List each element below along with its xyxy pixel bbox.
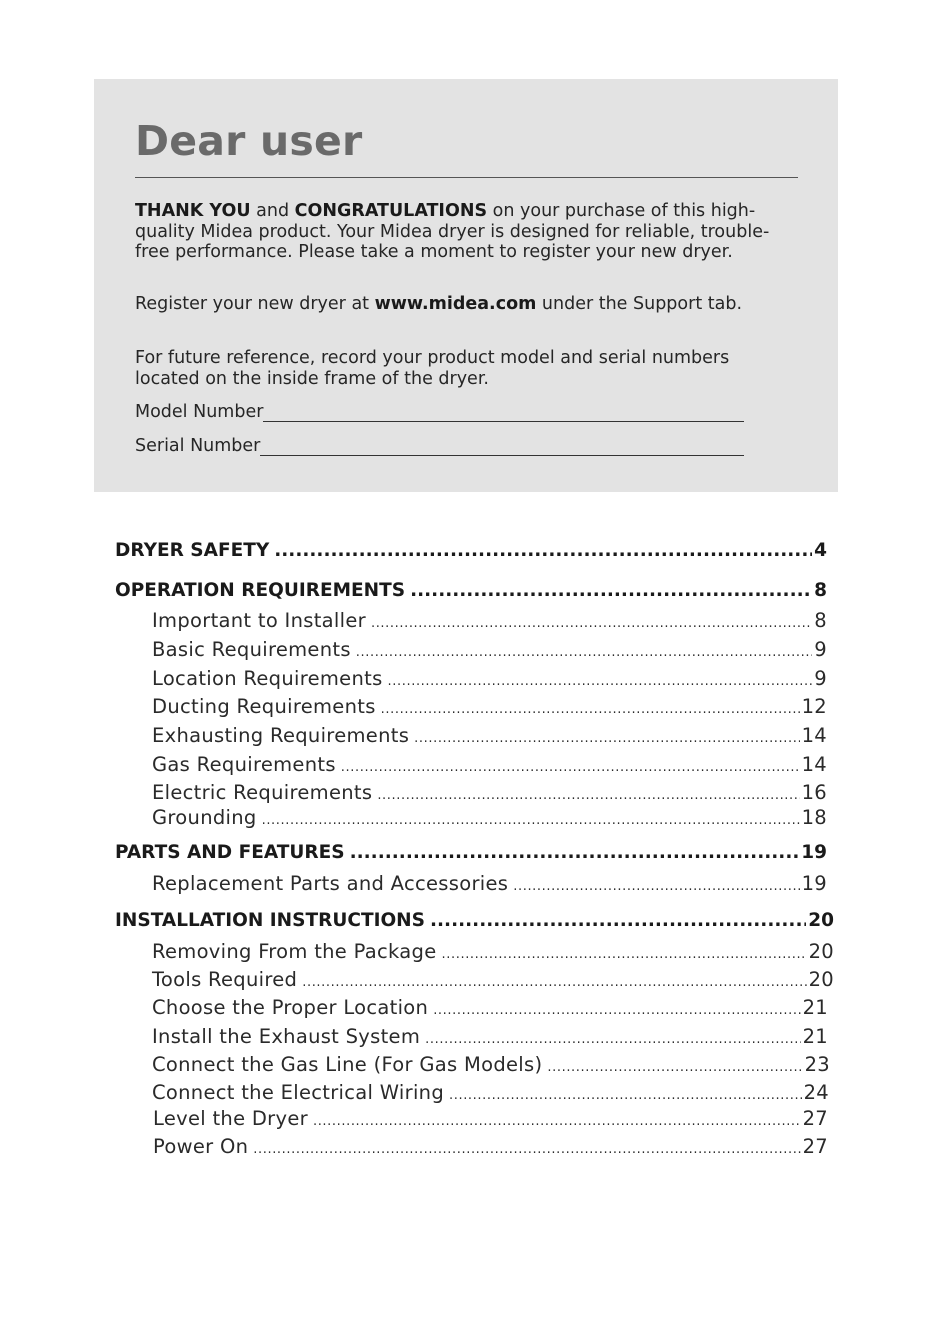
toc-page: 9	[814, 638, 827, 661]
toc-entry[interactable]	[153, 1107, 828, 1130]
toc-leader	[381, 702, 800, 717]
toc-label: Level the Dryer	[153, 1107, 308, 1130]
toc-entry[interactable]	[152, 996, 828, 1019]
toc-label: DRYER SAFETY	[115, 540, 270, 561]
toc-entry[interactable]	[152, 968, 834, 991]
toc-entry[interactable]	[152, 806, 827, 829]
toc-leader	[433, 1003, 800, 1018]
toc-leader	[341, 760, 800, 775]
toc-leader	[350, 842, 800, 863]
toc-page: 18	[801, 806, 827, 829]
toc-page: 23	[804, 1053, 830, 1076]
toc-label: INSTALLATION INSTRUCTIONS	[115, 910, 425, 931]
toc-leader	[442, 947, 807, 962]
toc-page: 21	[802, 1025, 828, 1048]
toc-leader	[388, 674, 813, 689]
toc-page: 24	[803, 1081, 829, 1104]
serial-number-label: Serial Number	[135, 436, 261, 456]
toc-entry[interactable]	[152, 724, 827, 747]
toc-page: 16	[801, 781, 827, 804]
toc-leader	[547, 1060, 802, 1075]
toc-page: 12	[801, 695, 827, 718]
toc-leader	[356, 645, 812, 660]
toc-label: Electric Requirements	[152, 781, 373, 804]
toc-leader	[425, 1032, 800, 1047]
toc-page: 19	[801, 872, 827, 895]
toc-entry[interactable]	[152, 753, 827, 776]
toc-label: Basic Requirements	[152, 638, 351, 661]
toc-label: Power On	[153, 1135, 249, 1158]
toc-label: Replacement Parts and Accessories	[152, 872, 509, 895]
thank-you-text: THANK YOU	[135, 201, 251, 221]
toc-page: 9	[814, 667, 827, 690]
toc-leader	[274, 540, 812, 561]
toc-entry[interactable]	[152, 872, 827, 895]
toc-label: Connect the Electrical Wiring	[152, 1081, 444, 1104]
toc-entry[interactable]	[115, 842, 827, 863]
register-text-end: under the Support tab.	[536, 294, 743, 314]
toc-leader	[253, 1142, 800, 1157]
toc-leader	[410, 580, 812, 601]
toc-page: 8	[814, 580, 827, 601]
midea-website-link[interactable]: www.midea.com	[374, 294, 537, 314]
toc-entry[interactable]	[152, 667, 827, 690]
toc-leader	[414, 731, 799, 746]
toc-label: Choose the Proper Location	[152, 996, 429, 1019]
toc-label: Ducting Requirements	[152, 695, 376, 718]
toc-leader	[302, 975, 806, 990]
toc-page: 19	[801, 842, 827, 863]
toc-label: Tools Required	[152, 968, 298, 991]
toc-label: Exhausting Requirements	[152, 724, 410, 747]
toc-page: 14	[801, 724, 827, 747]
toc-entry[interactable]	[152, 609, 827, 632]
toc-page: 4	[814, 540, 827, 561]
reference-paragraph: For future reference, record your product model and serial numbers located on the inside frame of the dryer.	[135, 348, 730, 389]
toc-page: 8	[814, 609, 827, 632]
toc-entry[interactable]	[152, 1025, 828, 1048]
toc-page: 27	[802, 1107, 828, 1130]
toc-leader	[377, 788, 799, 803]
toc-label: OPERATION REQUIREMENTS	[115, 580, 406, 601]
toc-label: Location Requirements	[152, 667, 383, 690]
toc-entry[interactable]	[115, 580, 827, 601]
toc-page: 14	[801, 753, 827, 776]
toc-entry[interactable]	[115, 540, 827, 561]
toc-entry[interactable]	[152, 1053, 830, 1076]
toc-page: 20	[808, 968, 834, 991]
toc-entry[interactable]	[152, 1081, 829, 1104]
toc-page: 20	[808, 940, 834, 963]
toc-leader	[262, 813, 800, 828]
toc-label: Removing From the Package	[152, 940, 437, 963]
page-title: Dear user	[135, 117, 363, 165]
toc-leader	[313, 1114, 801, 1129]
toc-entry[interactable]	[152, 638, 827, 661]
toc-page: 27	[802, 1135, 828, 1158]
toc-label: Install the Exhaust System	[152, 1025, 421, 1048]
toc-entry[interactable]	[152, 695, 827, 718]
toc-page: 21	[802, 996, 828, 1019]
toc-label: Grounding	[152, 806, 257, 829]
model-number-label: Model Number	[135, 402, 264, 422]
toc-entry[interactable]	[152, 781, 827, 804]
thank-you-body: on your purchase of this high-quality Midea product. Your Midea dryer is designed for reliable, trouble-free performance. Please take a moment to register your new dryer.	[135, 201, 770, 262]
toc-leader	[371, 616, 812, 631]
toc-label: Important to Installer	[152, 609, 366, 632]
toc-label: Gas Requirements	[152, 753, 336, 776]
toc-entry[interactable]	[115, 910, 834, 931]
register-text-start: Register your new dryer at	[135, 294, 375, 314]
toc-label: PARTS AND FEATURES	[115, 842, 345, 863]
toc-label: Connect the Gas Line (For Gas Models)	[152, 1053, 543, 1076]
toc-entry[interactable]	[152, 940, 834, 963]
and-text: and	[250, 201, 295, 221]
congratulations-text: CONGRATULATIONS	[294, 201, 488, 221]
toc-leader	[430, 910, 806, 931]
toc-leader	[513, 879, 799, 894]
toc-entry[interactable]	[153, 1135, 828, 1158]
toc-leader	[449, 1088, 802, 1103]
toc-page: 20	[808, 910, 834, 931]
